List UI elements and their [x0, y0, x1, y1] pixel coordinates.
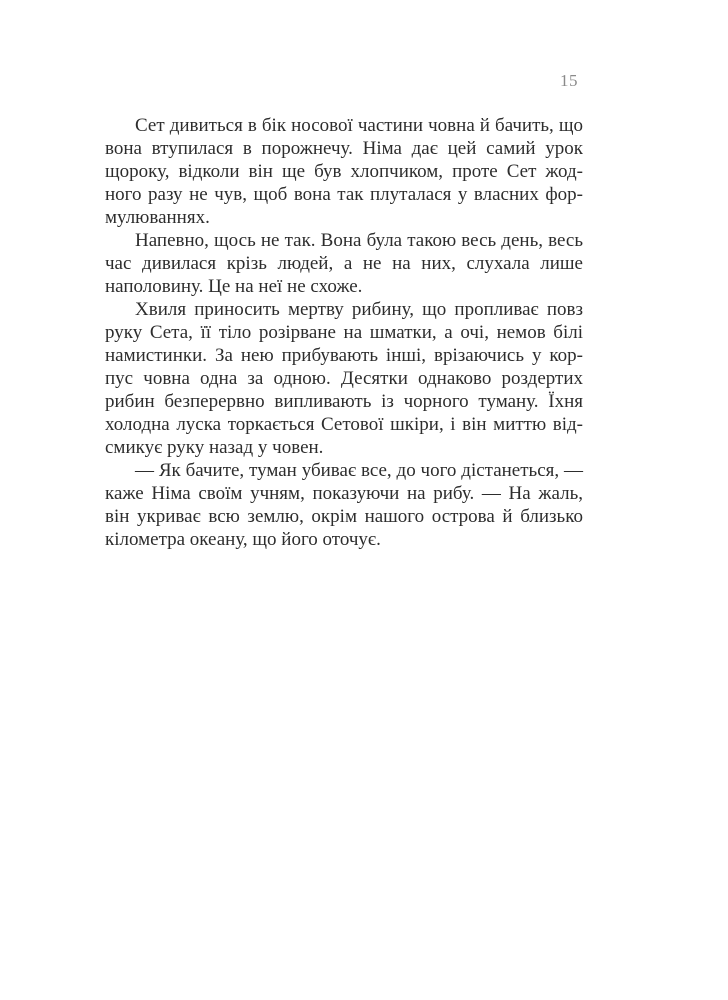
- text-line: холодна луска торкається Сетової шкіри, і він миттю від-: [105, 414, 583, 435]
- text-line: наполовину. Це на неї не схоже.: [105, 276, 363, 297]
- text-line: руку Сета, її тіло розірване на шматки, а очі, немов білі: [105, 322, 583, 343]
- text-line: щороку, відколи він ще був хлопчиком, проте Сет жод-: [105, 161, 583, 182]
- text-line: пус човна одна за одною. Десятки однаково роздертих: [105, 368, 583, 389]
- text-line: вона втупилася в порожнечу. Німа дає цей самий урок: [105, 138, 583, 159]
- text-line: рибин безперервно випливають із чорного туману. Їхня: [105, 391, 583, 412]
- paragraph-2: [105, 229, 583, 298]
- text-line: Сет дивиться в бік носової частини човна й бачить, що: [135, 115, 583, 136]
- page-number: 15: [560, 71, 578, 90]
- text-line: Хвиля приносить мертву рибину, що пропливає повз: [135, 299, 583, 320]
- paragraph-3: [105, 298, 583, 459]
- text-line: — Як бачите, туман убиває все, до чого дістанеться, —: [135, 460, 583, 481]
- text-line: кілометра океану, що його оточує.: [105, 529, 381, 550]
- text-line: мулюваннях.: [105, 207, 210, 228]
- paragraph-1: [105, 114, 583, 229]
- text-line: час дивилася крізь людей, а не на них, слухала лише: [105, 253, 583, 274]
- body-text: [105, 114, 583, 551]
- text-line: смикує руку назад у човен.: [105, 437, 324, 458]
- text-line: він укриває всю землю, окрім нашого острова й близько: [105, 506, 583, 527]
- text-line: ного разу не чув, щоб вона так плуталася у власних фор-: [105, 184, 583, 205]
- text-line: намистинки. За нею прибувають інші, врізаючись у кор-: [105, 345, 583, 366]
- paragraph-4: [105, 459, 583, 551]
- text-line: Напевно, щось не так. Вона була такою весь день, весь: [135, 230, 583, 251]
- text-line: каже Німа своїм учням, показуючи на рибу. — На жаль,: [105, 483, 583, 504]
